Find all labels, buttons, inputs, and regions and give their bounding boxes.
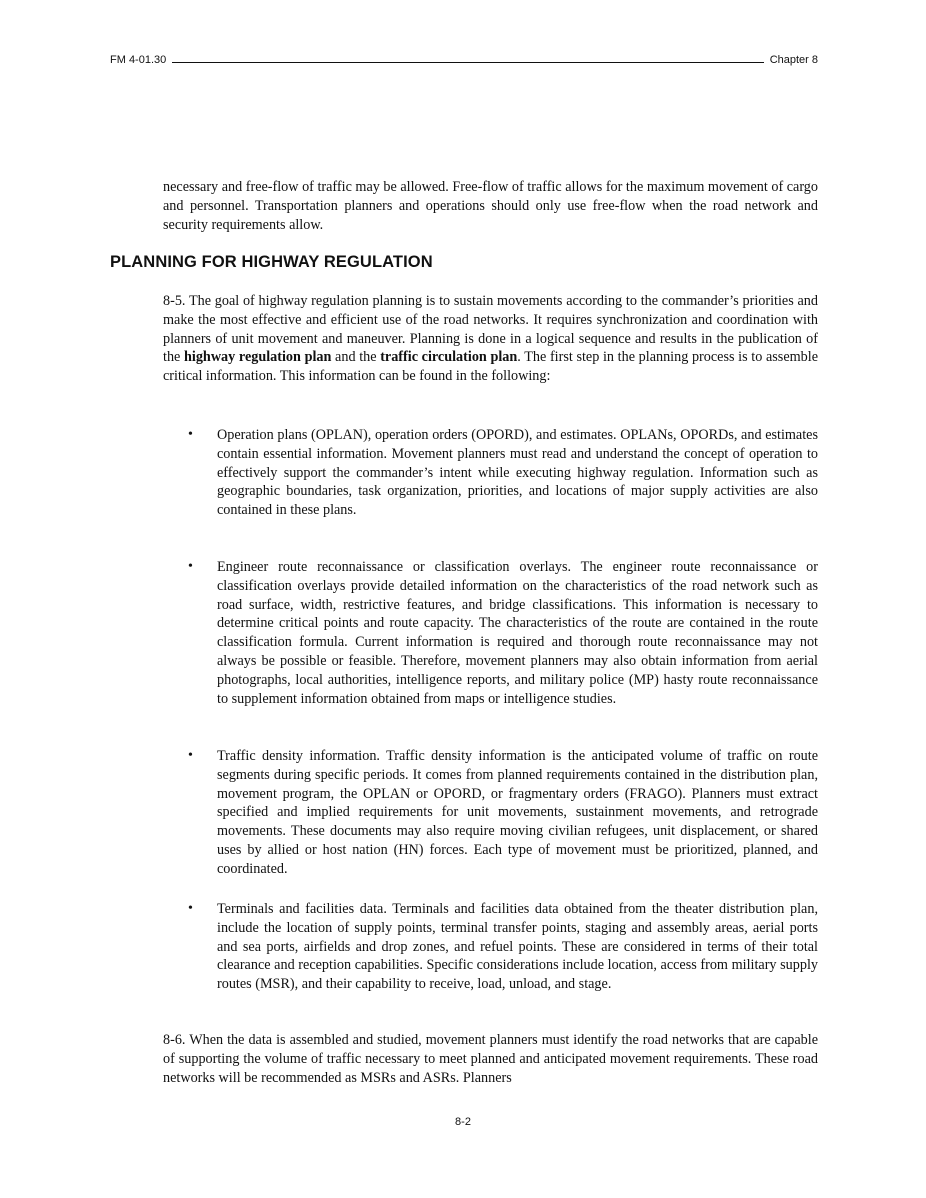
paragraph-8-5-part1: 8-5. The goal of highway regulation planning is to sustain movements according to the commander’s priorities and make the most effective and efficient use of the road networks. It requires synchronization and coordination with planners of unit movement and maneuver. Planning is done in a logical sequence and results in the publication of the xyxy=(163,293,818,366)
paragraph-8-5-part2: and the xyxy=(331,349,381,366)
bullet-item-terminals xyxy=(163,900,818,994)
bullet-item-engineer-route xyxy=(163,558,818,708)
paragraph-8-5-part3: . The first step in the planning process is to assemble critical information. This information can be found in the following: xyxy=(163,349,818,385)
paragraph-8-5 xyxy=(163,292,818,386)
bullet-item-oplan xyxy=(163,426,818,520)
traffic-circulation-plan-term: traffic circulation plan xyxy=(380,349,518,366)
bullet-item-traffic-density xyxy=(163,747,818,879)
bullet-icon: • xyxy=(188,748,193,763)
header-publication-id: FM 4-01.30 xyxy=(110,54,167,66)
header-rule xyxy=(172,61,763,63)
bullet-icon: • xyxy=(188,559,193,574)
bullet-text-terminals: Terminals and facilities data. Terminals and facilities data obtained from the theater distribution plan, include the location of supply points, terminal transfer points, staging and assembly areas, aerial ports and sea ports, airfields and drop zones, and refuel points. These are considered in terms of their total clearance and reception capabilities. Specific considerations include location, access from military supply routes (MSR), and their capability to receive, load, unload, and stage. xyxy=(217,901,818,993)
page-number: 8-2 xyxy=(455,1116,471,1128)
running-header xyxy=(110,54,818,66)
bullet-icon: • xyxy=(188,901,193,916)
continuation-paragraph: necessary and free-flow of traffic may be allowed. Free-flow of traffic allows for the maximum movement of cargo and personnel. Transportation planners and operations should only use free-flow when the road network and security requirements allow. xyxy=(163,179,818,233)
highway-regulation-plan-term: highway regulation plan xyxy=(184,349,332,366)
bullet-text-traffic-density: Traffic density information. Traffic density information is the anticipated volume of traffic on route segments during specific periods. It comes from planned requirements contained in the distribution plan, movement program, the OPLAN or OPORD, or fragmentary orders (FRAGO). Planners must extract specified and implied requirements for unit movements, sustainment movements, and retrograde movements. These documents may also require moving civilian refugees, unit displacement, or shared uses by allied or host nation (HN) forces. Each type of movement must be prioritized, planned, and coordinated. xyxy=(217,748,818,877)
section-heading: PLANNING FOR HIGHWAY REGULATION xyxy=(110,253,433,271)
bullet-icon: • xyxy=(188,427,193,442)
header-chapter: Chapter 8 xyxy=(769,54,818,66)
bullet-text-engineer-route: Engineer route reconnaissance or classification overlays. The engineer route reconnaissance or classification overlays provide detailed information on the characteristics of the road network such as road surface, width, restrictive features, and bridge classifications. This information is necessary to determine critical points and route capacity. The characteristics of the route are contained in the route classification formula. Current information is required and thorough route reconnaissance may not always be possible or feasible. Therefore, movement planners may also obtain information from aerial photographs, local authorities, intelligence reports, and military police (MP) hasty route reconnaissance to supplement information obtained from maps or intelligence studies. xyxy=(217,559,818,707)
bullet-text-oplan: Operation plans (OPLAN), operation orders (OPORD), and estimates. OPLANs, OPORDs, and estimates contain essential information. Movement planners must read and understand the concept of operation to effectively support the commander’s intent while executing highway regulation. Information such as geographic boundaries, task organization, priorities, and locations of major supply activities are also contained in these plans. xyxy=(217,427,818,519)
paragraph-8-6: 8-6. When the data is assembled and studied, movement planners must identify the road networks that are capable of supporting the volume of traffic necessary to meet planned and anticipated movement requirements. These road networks will be recommended as MSRs and ASRs. Planners xyxy=(163,1032,818,1086)
